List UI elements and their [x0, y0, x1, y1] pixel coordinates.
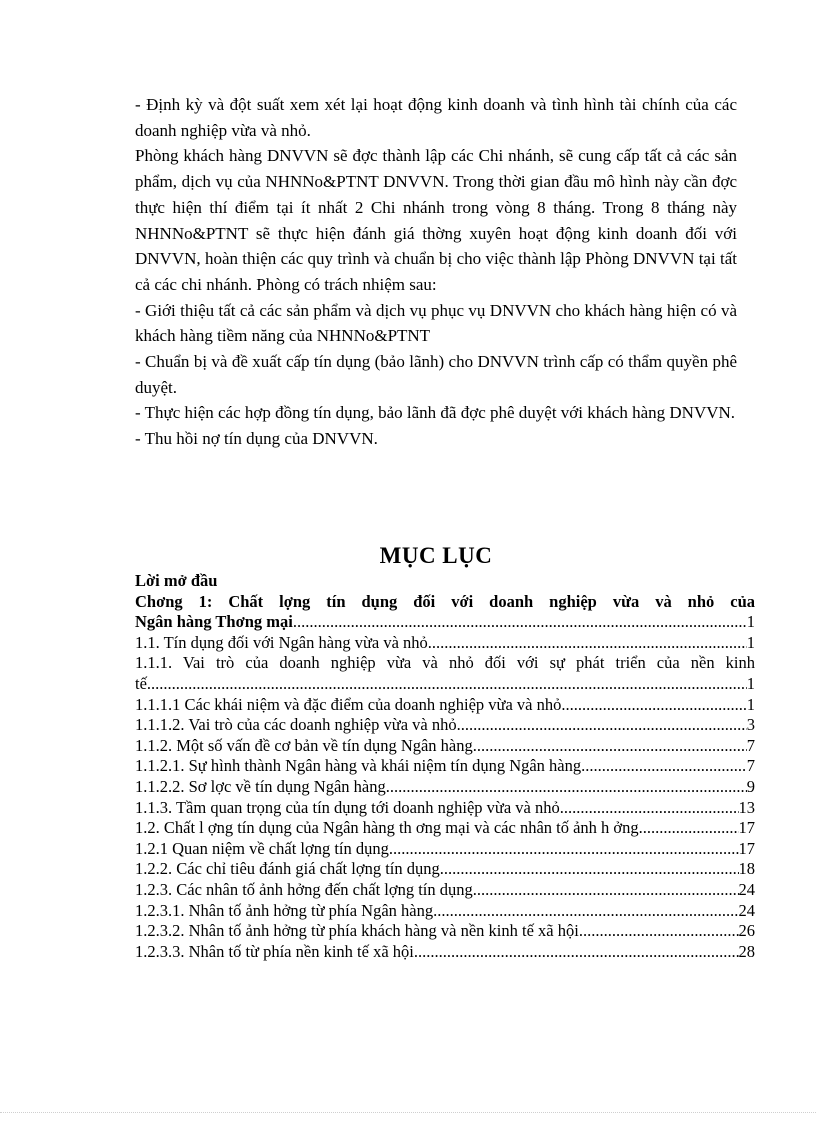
toc-entry-text: 1.1.2.1. Sự hình thành Ngân hàng và khái niệm tín dụng Ngân hàng: [135, 756, 582, 776]
paragraph: - Thực hiện các hợp đồng tín dụng, bảo lãnh đã đợc phê duyệt với khách hàng DNVVN.: [135, 403, 736, 423]
toc-entry-text: 1.1. Tín dụng đối với Ngân hàng vừa và nhỏ: [135, 632, 428, 652]
toc-entry: [135, 736, 755, 757]
body-text: [135, 92, 737, 452]
toc-title: MỤC LỤC: [379, 543, 493, 568]
toc-entry-text: 1.2.3.2. Nhân tố ảnh hởng từ phía khách hàng và nền kinh tế xã hội: [135, 921, 579, 941]
toc-entry-text: 1.2.1 Quan niệm về chất lợng tín dụng: [135, 838, 389, 858]
toc-entry-text: 1.1.2.2. Sơ lợc về tín dụng Ngân hàng: [135, 776, 386, 796]
toc-page-number: 1: [746, 694, 755, 714]
toc-entry: [135, 921, 755, 942]
toc-entry: [135, 839, 755, 860]
toc-page-number: 13: [738, 797, 755, 817]
toc-chapter-entry: [135, 612, 755, 633]
toc-leader: [560, 798, 739, 819]
toc-leader: [414, 942, 739, 963]
toc-entry: [135, 859, 755, 880]
toc-page-number: 18: [738, 859, 755, 879]
toc-page-number: 3: [746, 715, 755, 735]
toc-page-number: 24: [738, 900, 755, 920]
toc-entry: [135, 818, 755, 839]
toc-intro: Lời mở đầu: [135, 571, 218, 590]
toc-leader: [433, 901, 738, 922]
toc-leader: [581, 756, 747, 777]
toc-leader: [561, 695, 746, 716]
toc-page-number: 7: [746, 735, 755, 755]
toc-leader: [639, 818, 739, 839]
toc-page-number: 26: [738, 921, 755, 941]
toc-entry: [135, 901, 755, 922]
paragraph: Phòng khách hàng DNVVN sẽ đợc thành lập các Chi nhánh, sẽ cung cấp tất cả các sản phẩm, dịch vụ của NHNNo&PTNT DNVVN. Trong thời gian đầu mô hình này cần đợc thực hiện thí điểm tại ít nhất 2 Chi nhánh trong vòng 8 tháng. Trong 8 tháng này NHNNo&PTNT sẽ thực hiện đánh giá thờng xuyên hoạt động kinh doanh đối với DNVVN, hoàn thiện các quy trình và chuẩn bị cho việc thành lập Phòng DNVVN tại tất cả các chi nhánh. Phòng có trách nhiệm sau:: [135, 146, 737, 294]
toc-entry-text: 1.2.2. Các chỉ tiêu đánh giá chất lợng tín dụng: [135, 859, 440, 879]
toc-page-number: 7: [746, 756, 755, 776]
paragraph: - Định kỳ và đột suất xem xét lại hoạt động kinh doanh và tình hình tài chính của các doanh nghiệp vừa và nhỏ.: [135, 95, 737, 140]
toc-leader: [473, 736, 747, 757]
toc-entry: [135, 798, 755, 819]
toc-entry-text: 1.2.3.1. Nhân tố ảnh hởng từ phía Ngân hàng: [135, 900, 434, 920]
toc-entry: [135, 756, 755, 777]
toc-leader: [440, 859, 739, 880]
page-bottom-divider: [0, 1112, 816, 1113]
paragraph: - Giới thiệu tất cả các sản phẩm và dịch vụ phục vụ DNVVN cho khách hàng hiện có và khách hàng tiềm năng của NHNNo&PTNT: [135, 300, 737, 346]
toc-leader: [473, 880, 739, 901]
toc-chapter-heading: Chơng 1: Chất lợng tín dụng đối với doanh nghiệp vừa và nhỏ của: [135, 591, 755, 611]
toc-entry: [135, 777, 755, 798]
paragraph: - Thu hồi nợ tín dụng của DNVVN.: [135, 429, 378, 449]
toc-page-number: 1: [746, 673, 755, 693]
toc-page-number: 1: [746, 612, 755, 632]
toc-entry-text: 1.2. Chất l ợng tín dụng của Ngân hàng th ơng mại và các nhân tố ảnh h ởng: [135, 818, 639, 838]
toc-entry: [135, 715, 755, 736]
paragraph: - Chuẩn bị và đề xuất cấp tín dụng (bảo lãnh) cho DNVVN trình cấp có thẩm quyền phê duyệt.: [135, 352, 737, 397]
toc-page-number: 24: [738, 879, 755, 899]
toc-leader: [457, 715, 747, 736]
toc-entry-text: Ngân hàng Thơng mại: [135, 612, 293, 632]
toc-leader: [428, 633, 747, 654]
toc-entry-text: tế: [135, 673, 147, 693]
toc-entry-text: 1.1.2. Một số vấn đề cơ bản về tín dụng Ngân hàng: [135, 735, 473, 755]
toc-entry-text: 1.1.3. Tầm quan trọng của tín dụng tới doanh nghiệp vừa và nhỏ: [135, 797, 560, 817]
toc-page-number: 17: [738, 838, 755, 858]
toc-entry-text: 1.1.1.2. Vai trò của các doanh nghiệp vừa và nhỏ: [135, 715, 457, 735]
toc-entry: [135, 674, 755, 695]
toc-page-number: 28: [738, 941, 755, 961]
toc-leader: [389, 839, 739, 860]
toc-leader: [293, 612, 747, 633]
toc-entry-text: 1.2.3.3. Nhân tố từ phía nền kinh tế xã hội: [135, 941, 414, 961]
table-of-contents: [135, 571, 755, 962]
toc-page-number: 17: [738, 818, 755, 838]
toc-entry-text: 1.2.3. Các nhân tố ảnh hởng đến chất lợng tín dụng: [135, 879, 473, 899]
toc-leader: [147, 674, 747, 695]
toc-entry: [135, 633, 755, 654]
toc-leader: [579, 921, 739, 942]
toc-page-number: 9: [746, 776, 755, 796]
toc-leader: [386, 777, 747, 798]
toc-page-number: 1: [746, 632, 755, 652]
toc-entry-text: 1.1.1.1 Các khái niệm và đặc điểm của doanh nghiệp vừa và nhỏ: [135, 694, 562, 714]
toc-entry: [135, 880, 755, 901]
toc-entry-wrapped: 1.1.1. Vai trò của doanh nghiệp vừa và nhỏ đối với sự phát triển của nền kinh: [135, 653, 755, 673]
toc-entry: [135, 695, 755, 716]
toc-entry: [135, 942, 755, 963]
